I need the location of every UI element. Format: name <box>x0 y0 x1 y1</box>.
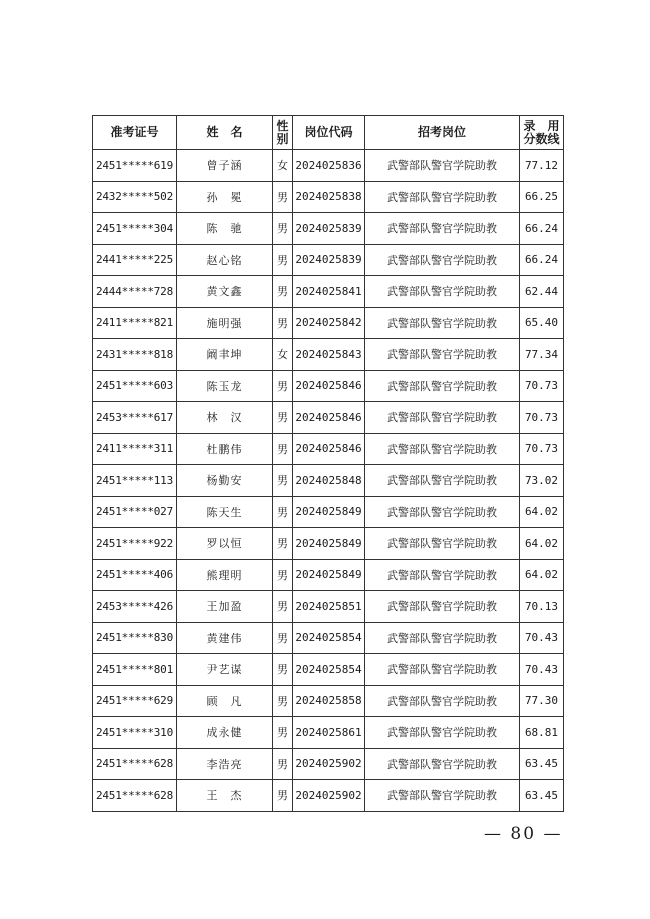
name-cell: 阚聿坤 <box>177 339 273 371</box>
position-code-cell: 2024025851 <box>293 591 365 623</box>
gender-cell: 男 <box>273 685 293 717</box>
position-code-cell: 2024025858 <box>293 685 365 717</box>
exam-id-cell: 2451*****304 <box>93 213 177 245</box>
table-row <box>93 339 564 371</box>
exam-id-cell: 2441*****225 <box>93 244 177 276</box>
position-cell: 武警部队警官学院助教 <box>365 244 520 276</box>
position-cell: 武警部队警官学院助教 <box>365 370 520 402</box>
exam-id-cell: 2453*****426 <box>93 591 177 623</box>
gender-cell: 男 <box>273 181 293 213</box>
position-code-cell: 2024025841 <box>293 276 365 308</box>
position-cell: 武警部队警官学院助教 <box>365 181 520 213</box>
score-cell: 70.73 <box>520 370 564 402</box>
name-cell: 赵心铭 <box>177 244 273 276</box>
table-row <box>93 150 564 182</box>
name-cell: 顾 凡 <box>177 685 273 717</box>
position-code-cell: 2024025902 <box>293 780 365 812</box>
position-cell: 武警部队警官学院助教 <box>365 654 520 686</box>
position-cell: 武警部队警官学院助教 <box>365 748 520 780</box>
gender-cell: 男 <box>273 528 293 560</box>
name-cell: 熊理明 <box>177 559 273 591</box>
name-cell: 尹艺谋 <box>177 654 273 686</box>
score-cell: 70.43 <box>520 622 564 654</box>
exam-id-cell: 2451*****027 <box>93 496 177 528</box>
header-position-code: 岗位代码 <box>293 116 365 150</box>
position-code-cell: 2024025842 <box>293 307 365 339</box>
position-code-cell: 2024025849 <box>293 559 365 591</box>
table-row <box>93 307 564 339</box>
header-exam-id: 准考证号 <box>93 116 177 150</box>
table-row <box>93 654 564 686</box>
gender-cell: 男 <box>273 213 293 245</box>
gender-cell: 男 <box>273 591 293 623</box>
score-cell: 73.02 <box>520 465 564 497</box>
table-row <box>93 244 564 276</box>
table-header-row <box>93 116 564 150</box>
position-cell: 武警部队警官学院助教 <box>365 591 520 623</box>
name-cell: 陈天生 <box>177 496 273 528</box>
score-cell: 70.43 <box>520 654 564 686</box>
exam-id-cell: 2451*****603 <box>93 370 177 402</box>
score-cell: 77.30 <box>520 685 564 717</box>
exam-id-cell: 2431*****818 <box>93 339 177 371</box>
table-row <box>93 591 564 623</box>
position-code-cell: 2024025839 <box>293 213 365 245</box>
position-code-cell: 2024025846 <box>293 433 365 465</box>
exam-id-cell: 2451*****406 <box>93 559 177 591</box>
results-table <box>92 115 564 812</box>
table-body <box>93 150 564 812</box>
table-row <box>93 370 564 402</box>
exam-id-cell: 2451*****801 <box>93 654 177 686</box>
name-cell: 施明强 <box>177 307 273 339</box>
header-position: 招考岗位 <box>365 116 520 150</box>
score-cell: 66.24 <box>520 244 564 276</box>
gender-cell: 男 <box>273 654 293 686</box>
table-row <box>93 780 564 812</box>
gender-cell: 男 <box>273 622 293 654</box>
score-cell: 64.02 <box>520 559 564 591</box>
position-cell: 武警部队警官学院助教 <box>365 339 520 371</box>
score-cell: 68.81 <box>520 717 564 749</box>
table-row <box>93 433 564 465</box>
table-row <box>93 622 564 654</box>
table-row <box>93 276 564 308</box>
exam-id-cell: 2451*****628 <box>93 780 177 812</box>
exam-id-cell: 2451*****628 <box>93 748 177 780</box>
position-cell: 武警部队警官学院助教 <box>365 150 520 182</box>
gender-cell: 男 <box>273 244 293 276</box>
gender-cell: 男 <box>273 559 293 591</box>
gender-cell: 男 <box>273 276 293 308</box>
table-row <box>93 496 564 528</box>
table-row <box>93 181 564 213</box>
name-cell: 陈玉龙 <box>177 370 273 402</box>
position-code-cell: 2024025849 <box>293 496 365 528</box>
exam-id-cell: 2453*****617 <box>93 402 177 434</box>
position-cell: 武警部队警官学院助教 <box>365 276 520 308</box>
position-cell: 武警部队警官学院助教 <box>365 402 520 434</box>
position-cell: 武警部队警官学院助教 <box>365 622 520 654</box>
position-code-cell: 2024025849 <box>293 528 365 560</box>
gender-cell: 男 <box>273 748 293 780</box>
name-cell: 王加盈 <box>177 591 273 623</box>
name-cell: 黄文鑫 <box>177 276 273 308</box>
position-cell: 武警部队警官学院助教 <box>365 465 520 497</box>
position-cell: 武警部队警官学院助教 <box>365 528 520 560</box>
gender-cell: 女 <box>273 339 293 371</box>
position-cell: 武警部队警官学院助教 <box>365 717 520 749</box>
name-cell: 曾子涵 <box>177 150 273 182</box>
gender-cell: 女 <box>273 150 293 182</box>
exam-id-cell: 2411*****821 <box>93 307 177 339</box>
position-code-cell: 2024025848 <box>293 465 365 497</box>
name-cell: 杜鹏伟 <box>177 433 273 465</box>
score-cell: 77.34 <box>520 339 564 371</box>
score-cell: 64.02 <box>520 528 564 560</box>
position-code-cell: 2024025843 <box>293 339 365 371</box>
gender-cell: 男 <box>273 433 293 465</box>
position-cell: 武警部队警官学院助教 <box>365 780 520 812</box>
gender-cell: 男 <box>273 307 293 339</box>
position-cell: 武警部队警官学院助教 <box>365 559 520 591</box>
name-cell: 孙 冕 <box>177 181 273 213</box>
exam-id-cell: 2451*****922 <box>93 528 177 560</box>
name-cell: 罗以恒 <box>177 528 273 560</box>
gender-cell: 男 <box>273 465 293 497</box>
position-cell: 武警部队警官学院助教 <box>365 433 520 465</box>
score-cell: 70.73 <box>520 402 564 434</box>
score-cell: 70.73 <box>520 433 564 465</box>
exam-id-cell: 2444*****728 <box>93 276 177 308</box>
score-cell: 66.24 <box>520 213 564 245</box>
table-row <box>93 402 564 434</box>
position-code-cell: 2024025861 <box>293 717 365 749</box>
name-cell: 陈 驰 <box>177 213 273 245</box>
page-number: — 80 — <box>484 824 563 844</box>
score-cell: 64.02 <box>520 496 564 528</box>
header-gender: 性别 <box>273 116 293 150</box>
exam-id-cell: 2451*****310 <box>93 717 177 749</box>
name-cell: 黄建伟 <box>177 622 273 654</box>
score-cell: 70.13 <box>520 591 564 623</box>
exam-id-cell: 2432*****502 <box>93 181 177 213</box>
position-code-cell: 2024025846 <box>293 370 365 402</box>
exam-id-cell: 2451*****830 <box>93 622 177 654</box>
position-code-cell: 2024025854 <box>293 622 365 654</box>
score-cell: 77.12 <box>520 150 564 182</box>
position-code-cell: 2024025838 <box>293 181 365 213</box>
score-cell: 63.45 <box>520 748 564 780</box>
table-row <box>93 465 564 497</box>
score-cell: 66.25 <box>520 181 564 213</box>
table-row <box>93 717 564 749</box>
gender-cell: 男 <box>273 402 293 434</box>
exam-id-cell: 2411*****311 <box>93 433 177 465</box>
gender-cell: 男 <box>273 496 293 528</box>
exam-id-cell: 2451*****629 <box>93 685 177 717</box>
position-cell: 武警部队警官学院助教 <box>365 496 520 528</box>
position-code-cell: 2024025839 <box>293 244 365 276</box>
name-cell: 李浩亮 <box>177 748 273 780</box>
table-row <box>93 528 564 560</box>
exam-id-cell: 2451*****619 <box>93 150 177 182</box>
position-code-cell: 2024025846 <box>293 402 365 434</box>
score-cell: 62.44 <box>520 276 564 308</box>
table-row <box>93 685 564 717</box>
position-code-cell: 2024025836 <box>293 150 365 182</box>
score-cell: 65.40 <box>520 307 564 339</box>
position-cell: 武警部队警官学院助教 <box>365 685 520 717</box>
position-cell: 武警部队警官学院助教 <box>365 213 520 245</box>
name-cell: 林 汉 <box>177 402 273 434</box>
position-code-cell: 2024025854 <box>293 654 365 686</box>
gender-cell: 男 <box>273 717 293 749</box>
position-code-cell: 2024025902 <box>293 748 365 780</box>
gender-cell: 男 <box>273 780 293 812</box>
name-cell: 王 杰 <box>177 780 273 812</box>
gender-cell: 男 <box>273 370 293 402</box>
header-name: 姓 名 <box>177 116 273 150</box>
position-cell: 武警部队警官学院助教 <box>365 307 520 339</box>
name-cell: 成永健 <box>177 717 273 749</box>
table-row <box>93 559 564 591</box>
table-row <box>93 748 564 780</box>
header-score: 录 用分数线 <box>520 116 564 150</box>
score-cell: 63.45 <box>520 780 564 812</box>
exam-id-cell: 2451*****113 <box>93 465 177 497</box>
name-cell: 杨勤安 <box>177 465 273 497</box>
table-row <box>93 213 564 245</box>
